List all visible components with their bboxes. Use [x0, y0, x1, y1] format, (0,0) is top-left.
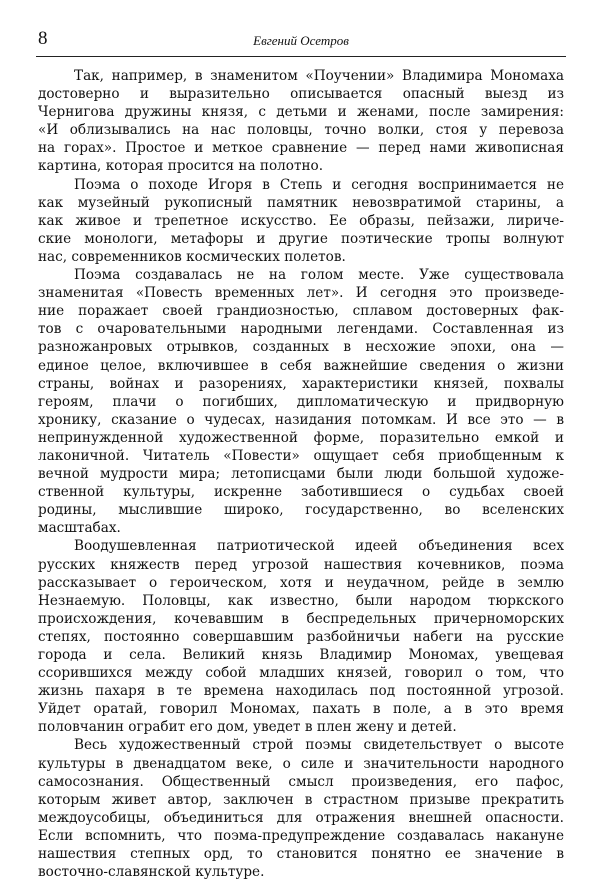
text-line: знаменитая «Повесть временных лет». И сегодня это произведе- — [38, 285, 564, 302]
text-line: масштабах. — [38, 520, 121, 537]
page-number: 8 — [38, 28, 48, 49]
text-line: вечной мудрости мира; летописцами были люди большой художе- — [38, 466, 564, 483]
page-header — [36, 26, 566, 57]
paragraph — [38, 736, 564, 881]
text-line: рассказывает о героическом, хотя и неудачном, рейде в землю — [38, 574, 564, 591]
text-line: которым живет автор, заключен в страстном призыве прекратить — [38, 791, 564, 808]
text-line: нашествия степных орд, то становится понятно ее значение в — [38, 846, 564, 863]
text-line: города и села. Великий князь Владимир Мономах, увещевая — [38, 647, 564, 663]
text-line: русских княжеств перед угрозой нашествия кочевников, поэма — [38, 556, 564, 573]
text-line: Незнаемую. Половцы, как известно, были народом тюркского — [38, 592, 564, 609]
paragraph — [38, 67, 564, 176]
text-line: родины, мыслившие широко, государственно, во вселенских — [38, 502, 564, 519]
text-line: Поэма создавалась не на голом месте. Уже существовала — [74, 267, 564, 284]
running-head-author: Евгений Осетров — [253, 33, 349, 48]
text-line: Уйдет оратай, говорил Мономах, пахать в поле, а в это время — [38, 701, 564, 718]
text-line: ственной культуры, искренне заботившиеся о судьбах своей — [38, 484, 564, 501]
text-line: Чернигова дружины князя, с детьми и женами, после замирения: — [38, 104, 564, 121]
text-line: Воодушевленная патриотической идеей объединения всех — [74, 538, 564, 555]
text-line: жизнь пахаря в те времена находилась под постоянной угрозой. — [38, 683, 564, 700]
text-line: как живое и трепетное искусство. Ее образы, пейзажи, лириче- — [38, 212, 564, 229]
text-line: непринужденной художественной форме, поразительно емкой и — [38, 429, 564, 446]
text-line: происхождения, кочевавшим в беспредельных причерноморских — [38, 610, 564, 627]
text-line: как музейный рукописный памятник невозвратимой старины, а — [38, 194, 564, 211]
text-line: междоусобицы, объединиться для отражения внешней опасности. — [38, 809, 564, 826]
text-line: степях, постоянно совершавшим разбойничьи набеги на русские — [38, 628, 564, 645]
text-line: единое целое, включившее в себя важнейшие сведения о жизни — [38, 357, 564, 374]
text-line: страны, войнах и разорениях, характеристики князей, похвалы — [38, 375, 564, 392]
paragraph — [38, 537, 564, 736]
text-line: «И облизывались на нас половцы, точно волки, стоя у перевоза — [38, 122, 564, 139]
text-line: культуры в двенадцатом веке, о силе и значительности народного — [38, 755, 564, 772]
text-line: самосознания. Общественный смысл произведения, его пафос, — [38, 773, 564, 790]
body-text — [38, 67, 564, 881]
text-line: хронику, сказание о чудесах, назидания потомкам. И все это — в — [38, 411, 564, 428]
text-line: героям, плачи о погибших, дипломатическую и придворную — [38, 393, 564, 410]
text-line: картина, которая просится на полотно. — [38, 158, 324, 175]
text-line: Если вспомнить, что поэма-предупреждение создавалась накануне — [38, 827, 564, 844]
text-line: нас, современников космических полетов. — [38, 248, 346, 265]
text-line: тов с очаровательными народными легендами. Составленная из — [38, 321, 564, 338]
text-line: лаконичной. Читатель «Повести» ощущает себя приобщенным к — [38, 447, 564, 464]
text-line: ссорившихся между собой младших князей, говорил о том, что — [38, 665, 564, 682]
text-line: половчанин ограбит его дом, уведет в плен жену и детей. — [38, 719, 457, 736]
text-line: достоверно и выразительно описывается опасный выезд из — [38, 86, 564, 103]
text-line: ние поражает своей грандиозностью, сплавом достоверных фак- — [38, 303, 564, 320]
text-line: Весь художественный строй поэмы свидетельствует о высоте — [74, 737, 564, 754]
text-line: ские монологи, метафоры и другие поэтические тропы волнуют — [38, 230, 564, 247]
text-line: восточно-славянской культуре. — [38, 864, 265, 881]
text-line: разножанровых отрывков, созданных в несхожие эпохи, она — — [38, 339, 564, 356]
text-line: на горах». Простое и меткое сравнение — перед нами живописная — [38, 140, 564, 157]
text-line: Поэма о походе Игоря в Степь и сегодня воспринимается не — [74, 176, 564, 193]
paragraph — [38, 176, 564, 266]
paragraph — [38, 266, 564, 537]
text-line: Так, например, в знаменитом «Поучении» Владимира Мономаха — [74, 68, 564, 84]
